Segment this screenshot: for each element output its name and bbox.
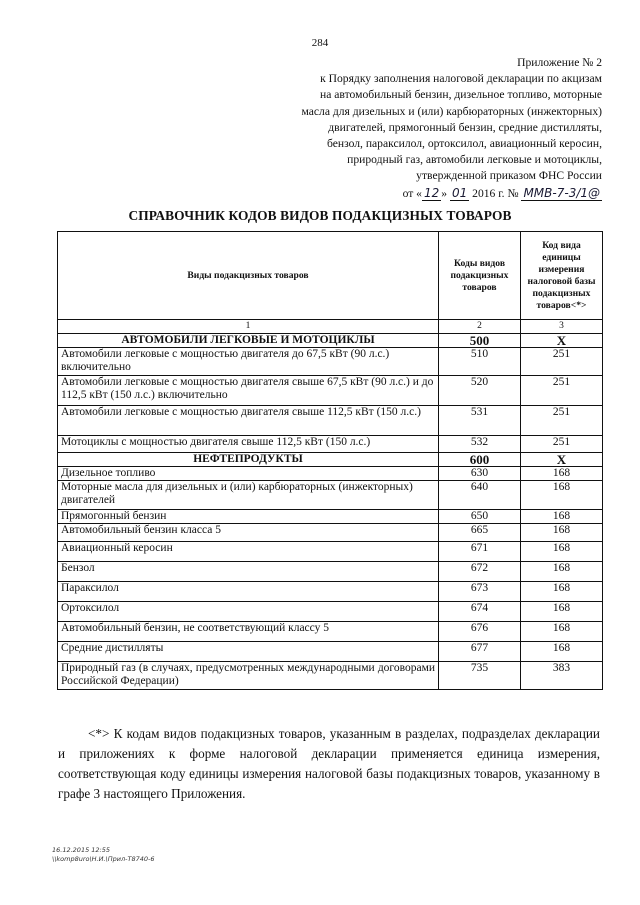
- table-row: [58, 622, 603, 642]
- goods-code: 640: [439, 481, 521, 510]
- order-date-line: [222, 185, 602, 202]
- unit-code: 168: [521, 524, 603, 542]
- goods-name: Природный газ (в случаях, предусмотренных международными договорами Российской Федерации): [58, 662, 439, 690]
- column-numbers-row: [58, 320, 603, 334]
- goods-code: 671: [439, 542, 521, 562]
- table-row: [58, 642, 603, 662]
- goods-code: 672: [439, 562, 521, 582]
- goods-code: 500: [439, 334, 521, 348]
- table-row: [58, 602, 603, 622]
- appendix-line: утвержденной приказом ФНС России: [416, 169, 602, 183]
- table-row: [58, 406, 603, 436]
- goods-name: Автомобили легковые с мощностью двигателя свыше 67,5 кВт (90 л.с.) и до 112,5 кВт (150 л.с.) включительно: [58, 376, 439, 406]
- goods-name: Автомобили легковые с мощностью двигателя свыше 112,5 кВт (150 л.с.): [58, 406, 439, 436]
- order-year: 2016 г. №: [472, 186, 519, 200]
- goods-name: Автомобильный бензин класса 5: [58, 524, 439, 542]
- column-number: 2: [439, 320, 521, 334]
- page-number: 284: [311, 37, 329, 49]
- header-goods-codes: Коды видов подакцизных товаров: [439, 232, 521, 320]
- table-row: [58, 481, 603, 510]
- appendix-line: природный газ, автомобили легковые и мотоциклы,: [347, 153, 602, 167]
- unit-code: 168: [521, 642, 603, 662]
- document-title: СПРАВОЧНИК КОДОВ ВИДОВ ПОДАКЦИЗНЫХ ТОВАРОВ: [128, 208, 512, 223]
- appendix-line: на автомобильный бензин, дизельное топливо, моторные: [320, 88, 602, 102]
- table-row: [58, 334, 603, 348]
- goods-code: 674: [439, 602, 521, 622]
- unit-code: 251: [521, 348, 603, 376]
- appendix-header: [222, 55, 602, 202]
- goods-code: 510: [439, 348, 521, 376]
- table-row: [58, 662, 603, 690]
- table-row: [58, 467, 603, 481]
- codes-table: [57, 231, 603, 690]
- unit-code: 383: [521, 662, 603, 690]
- goods-code: 735: [439, 662, 521, 690]
- unit-code: 168: [521, 622, 603, 642]
- goods-name: Бензол: [58, 562, 439, 582]
- goods-name: Мотоциклы с мощностью двигателя свыше 112,5 кВт (150 л.с.): [58, 436, 439, 453]
- goods-code: 665: [439, 524, 521, 542]
- goods-name: Дизельное топливо: [58, 467, 439, 481]
- table-row: [58, 562, 603, 582]
- goods-code: 650: [439, 510, 521, 524]
- column-number: 1: [58, 320, 439, 334]
- goods-name: Ортоксилол: [58, 602, 439, 622]
- unit-code: Х: [521, 453, 603, 467]
- appendix-line: к Порядку заполнения налоговой декларации по акцизам: [320, 72, 602, 86]
- appendix-line: масла для дизельных и (или) карбюраторных (инжекторных): [301, 104, 602, 118]
- goods-name: Автомобили легковые с мощностью двигателя до 67,5 кВт (90 л.с.) включительно: [58, 348, 439, 376]
- unit-code: 251: [521, 376, 603, 406]
- goods-code: 520: [439, 376, 521, 406]
- goods-name: Параксилол: [58, 582, 439, 602]
- order-mid: »: [441, 186, 448, 200]
- table-row: [58, 510, 603, 524]
- unit-code: 168: [521, 542, 603, 562]
- table-row: [58, 376, 603, 406]
- goods-name: Автомобильный бензин, не соответствующий классу 5: [58, 622, 439, 642]
- unit-code: 168: [521, 510, 603, 524]
- goods-name: АВТОМОБИЛИ ЛЕГКОВЫЕ И МОТОЦИКЛЫ: [58, 334, 439, 348]
- unit-code: 251: [521, 436, 603, 453]
- appendix-line: бензол, параксилол, ортоксилол, авиационный керосин,: [327, 137, 602, 151]
- table-header-row: [58, 232, 603, 320]
- goods-code: 630: [439, 467, 521, 481]
- goods-name: Авиационный керосин: [58, 542, 439, 562]
- header-unit-code: Код вида единицы измерения налоговой базы подакцизных товаров<*>: [521, 232, 603, 320]
- goods-code: 600: [439, 453, 521, 467]
- unit-code: 168: [521, 467, 603, 481]
- unit-code: 251: [521, 406, 603, 436]
- order-number: ММВ-7-3/1@: [523, 185, 600, 200]
- goods-code: 532: [439, 436, 521, 453]
- stamp-timestamp: 16.12.2015 12:55: [52, 846, 111, 854]
- unit-code: 168: [521, 562, 603, 582]
- table-row: [58, 542, 603, 562]
- unit-code: 168: [521, 602, 603, 622]
- header-goods-types: Виды подакцизных товаров: [58, 232, 439, 320]
- order-prefix: от «: [402, 186, 422, 200]
- stamp-path: \\komp8uro\Н.И.\Прил-Т8740-6: [52, 855, 155, 863]
- table-row: [58, 524, 603, 542]
- appendix-line: Приложение № 2: [517, 56, 602, 69]
- unit-code: Х: [521, 334, 603, 348]
- table-row: [58, 582, 603, 602]
- goods-name: Моторные масла для дизельных и (или) карбюраторных (инжекторных) двигателей: [58, 481, 439, 510]
- footnote: <*> К кодам видов подакцизных товаров, указанным в разделах, подразделах декларации и приложениях к форме налоговой декларации применяется единица измерения, соответствующая коду единицы измерения налоговой базы подакцизных товаров, указанному в графе 3 настоящего Приложения.: [58, 726, 600, 801]
- goods-code: 531: [439, 406, 521, 436]
- order-day: 12: [423, 185, 440, 200]
- appendix-line: двигателей, прямогонный бензин, средние дистилляты,: [328, 120, 602, 134]
- unit-code: 168: [521, 582, 603, 602]
- goods-code: 673: [439, 582, 521, 602]
- column-number: 3: [521, 320, 603, 334]
- goods-name: НЕФТЕПРОДУКТЫ: [58, 453, 439, 467]
- goods-name: Прямогонный бензин: [58, 510, 439, 524]
- table-row: [58, 453, 603, 467]
- unit-code: 168: [521, 481, 603, 510]
- goods-code: 677: [439, 642, 521, 662]
- table-row: [58, 436, 603, 453]
- order-month: 01: [451, 185, 468, 200]
- file-stamp: [52, 846, 154, 864]
- goods-code: 676: [439, 622, 521, 642]
- table-row: [58, 348, 603, 376]
- goods-name: Средние дистилляты: [58, 642, 439, 662]
